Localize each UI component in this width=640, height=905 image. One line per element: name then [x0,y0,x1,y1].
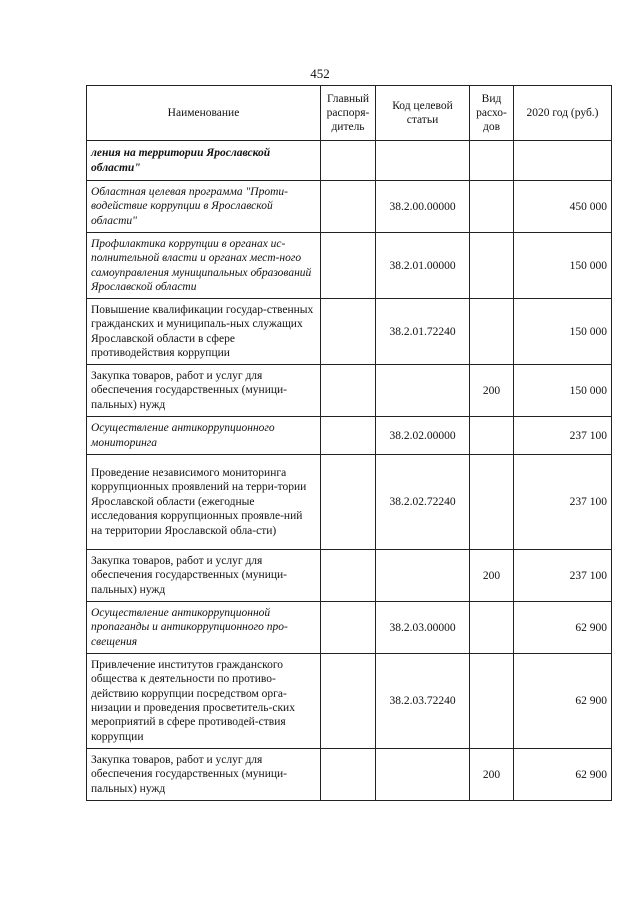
row-admin [321,654,376,749]
row-code [376,365,470,417]
row-name: Осуществление антикоррупционного мониторинга [87,417,321,455]
table-row [87,299,612,365]
row-admin [321,749,376,801]
row-admin [321,455,376,550]
row-code [376,550,470,602]
table-row [87,749,612,801]
table-row [87,141,612,181]
row-admin [321,550,376,602]
page-number: 452 [310,66,330,81]
row-amount: 62 900 [514,749,612,801]
budget-table [86,85,612,801]
row-code: 38.2.01.72240 [376,299,470,365]
row-admin [321,602,376,654]
row-admin [321,181,376,233]
row-type [470,654,514,749]
row-name: Закупка товаров, работ и услуг для обеспечения государственных (муници-пальных) нужд [87,749,321,801]
row-admin [321,141,376,181]
row-amount [514,141,612,181]
row-name: Повышение квалификации государ-ственных гражданских и муниципаль-ных служащих Ярославской области в сфере противодействия коррупции [87,299,321,365]
row-amount: 450 000 [514,181,612,233]
table-header-row [87,86,612,141]
row-admin [321,299,376,365]
table-row [87,602,612,654]
row-type: 200 [470,550,514,602]
row-name: Профилактика коррупции в органах ис-полнительной власти и органах мест-ного самоуправления муниципальных образований Ярославской области [87,233,321,299]
row-code: 38.2.01.00000 [376,233,470,299]
row-code [376,141,470,181]
row-code: 38.2.03.00000 [376,602,470,654]
row-amount: 150 000 [514,299,612,365]
header-name: Наименование [87,86,321,141]
table-row [87,550,612,602]
row-code [376,749,470,801]
row-amount: 150 000 [514,233,612,299]
table-row [87,455,612,550]
table-row [87,233,612,299]
row-amount: 237 100 [514,550,612,602]
row-type [470,233,514,299]
row-type: 200 [470,365,514,417]
table-row [87,417,612,455]
table-row [87,181,612,233]
row-type [470,602,514,654]
row-name: Закупка товаров, работ и услуг для обеспечения государственных (муници-пальных) нужд [87,550,321,602]
header-amount: 2020 год (руб.) [514,86,612,141]
row-admin [321,417,376,455]
row-admin [321,233,376,299]
row-code: 38.2.02.72240 [376,455,470,550]
row-amount: 237 100 [514,455,612,550]
row-type [470,141,514,181]
row-type: 200 [470,749,514,801]
header-code: Код целевой статьи [376,86,470,141]
row-name: Областная целевая программа "Проти-водействие коррупции в Ярославской области" [87,181,321,233]
row-code: 38.2.00.00000 [376,181,470,233]
row-type [470,455,514,550]
row-name: Проведение независимого мониторинга коррупционных проявлений на терри-тории Ярославской области (ежегодные исследования коррупционных проявле-ний на территории Ярославской обла-сти) [87,455,321,550]
row-amount: 150 000 [514,365,612,417]
row-name: Привлечение институтов гражданского общества к деятельности по противо-действию коррупции посредством орга-низации и проведения просветитель-ских мероприятий в сфере противодей-ствия коррупции [87,654,321,749]
table-row [87,365,612,417]
header-type: Вид расхо-дов [470,86,514,141]
row-type [470,299,514,365]
row-code: 38.2.03.72240 [376,654,470,749]
row-amount: 62 900 [514,602,612,654]
row-code: 38.2.02.00000 [376,417,470,455]
row-name: Осуществление антикоррупционной пропаганды и антикоррупционного про-свещения [87,602,321,654]
row-type [470,417,514,455]
row-amount: 237 100 [514,417,612,455]
row-amount: 62 900 [514,654,612,749]
table-row [87,654,612,749]
row-name: Закупка товаров, работ и услуг для обеспечения государственных (муници-пальных) нужд [87,365,321,417]
row-type [470,181,514,233]
row-name: ления на территории Ярославской области" [87,141,321,181]
header-admin: Главный распоря-дитель [321,86,376,141]
row-admin [321,365,376,417]
table-body [87,141,612,801]
